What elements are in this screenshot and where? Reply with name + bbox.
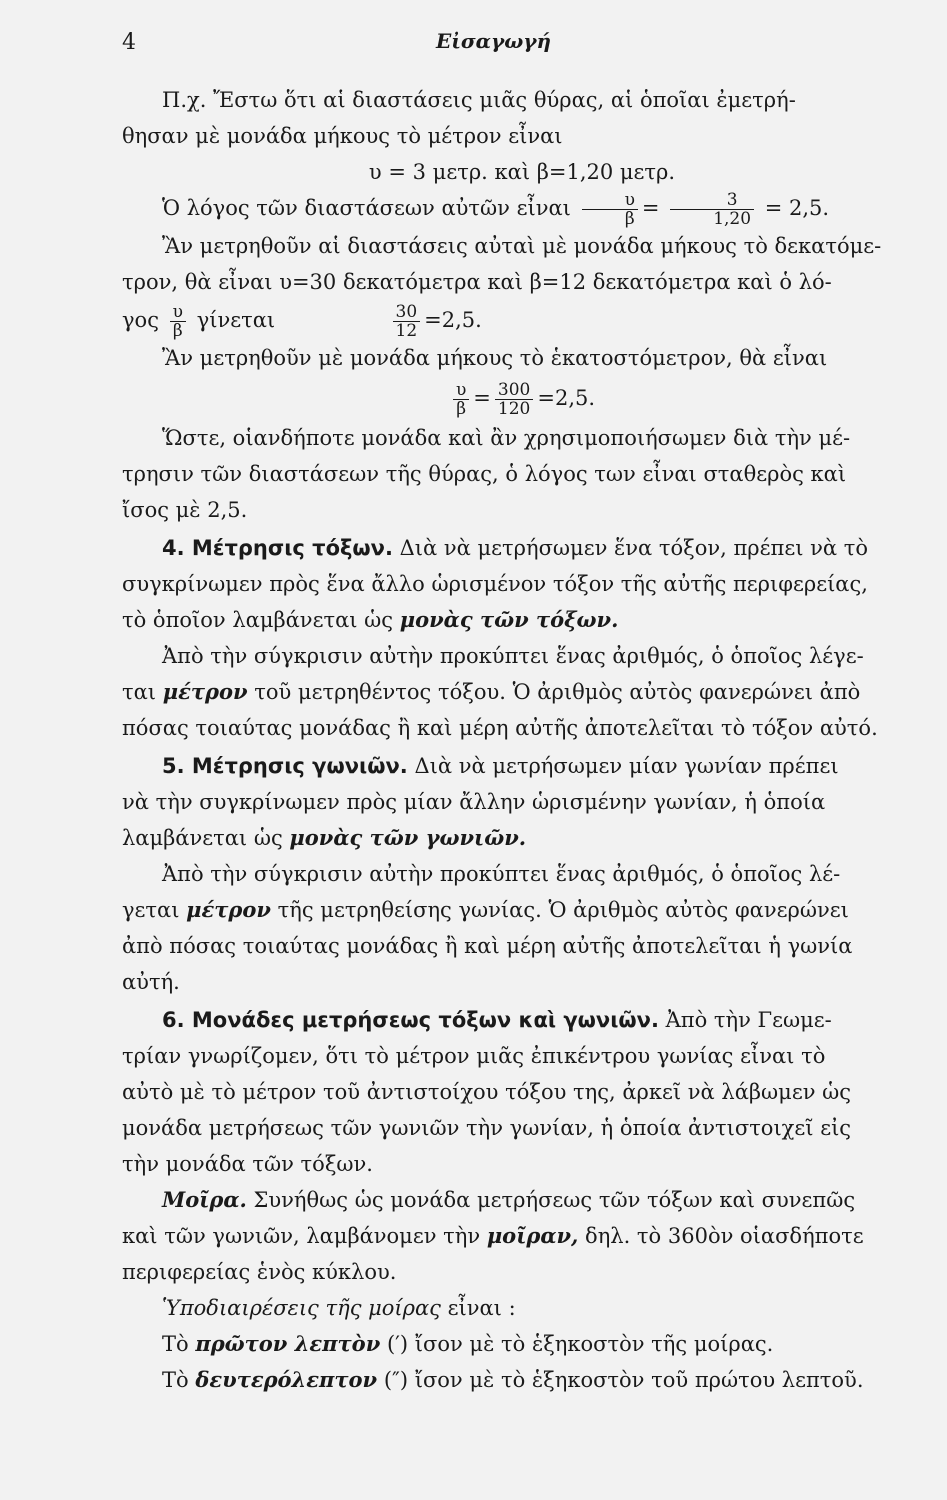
text-line: Ἀπὸ τὴν σύγκρισιν αὐτὴν προκύπτει ἕνας ἀριθμός, ὁ ὁποῖος λέ- [162, 862, 841, 886]
text-line: Π.χ. Ἔστω ὅτι αἱ διαστάσεις μιᾶς θύρας, αἱ ὁποῖαι ἐμετρή- [162, 88, 796, 112]
fraction: $\frac{\upsilon}{\beta}$ [170, 303, 186, 340]
fraction: $\frac{\upsilon}{\beta}$ [453, 381, 469, 418]
fraction: $\frac{3}{1,20}$ [670, 191, 754, 228]
ratio-line: $\frac{\upsilon}{\beta}$ = $\frac{300}{120}$ =2,5. [122, 376, 922, 420]
fraction: $\frac{300}{120}$ [495, 381, 533, 418]
section-heading: 5. Μέτρησις γωνιῶν. [162, 754, 408, 778]
section-heading: 4. Μέτρησις τόξων. [162, 536, 393, 560]
text-line: ται μέτρον τοῦ μετρηθέντος τόξου. Ὁ ἀριθμὸς αὐτὸς φανερώνει ἀπὸ [122, 679, 861, 704]
text-line: συγκρίνωμεν πρὸς ἕνα ἄλλο ὡρισμένον τόξον τῆς αὐτῆς περιφερείας, [122, 572, 868, 596]
text-line: Μοῖρα. Συνήθως ὡς μονάδα μετρήσεως τῶν τόξων καὶ συνεπῶς [162, 1187, 856, 1212]
key-term: μέτρον [186, 897, 271, 922]
ratio-line: Ὁ λόγος τῶν διαστάσεων αὐτῶν εἶναι $\frac{\upsilon}{\beta}$ = $\frac{3}{1,20}$ = 2,5. [162, 190, 830, 229]
formula-line: υ = 3 μετρ. καὶ β=1,20 μετρ. [368, 160, 676, 184]
fraction: $\frac{30}{12}$ [393, 303, 421, 340]
text-line: νὰ τὴν συγκρίνωμεν πρὸς μίαν ἄλλην ὡρισμένην γωνίαν, ἡ ὁποία [122, 790, 826, 814]
text-line: θησαν μὲ μονάδα μήκους τὸ μέτρον εἶναι [122, 124, 563, 148]
text-line: Ὑποδιαιρέσεις τῆς μοίρας εἶναι : [162, 1296, 516, 1320]
page-number: 4 [122, 30, 136, 55]
running-title: Εἰσαγωγή [435, 29, 552, 53]
text-line: λαμβάνεται ὡς μονὰς τῶν γωνιῶν. [122, 825, 527, 850]
text-line: τὴν μονάδα τῶν τόξων. [122, 1152, 373, 1176]
section-4: 4. Μέτρησις τόξων. Διὰ νὰ μετρήσωμεν ἕνα τόξον, πρέπει νὰ τὸ [162, 536, 868, 560]
key-term: Μοῖρα. [162, 1187, 247, 1212]
text-line: καὶ τῶν γωνιῶν, λαμβάνομεν τὴν μοῖραν, δηλ. τὸ 360ὸν οἱασδήποτε [122, 1223, 864, 1248]
key-term: δευτερόλεπτον [195, 1367, 378, 1392]
sub-heading: Ὑποδιαιρέσεις τῆς μοίρας [162, 1296, 441, 1320]
key-term: μονὰς τῶν γωνιῶν. [289, 825, 527, 850]
text-line: γεται μέτρον τῆς μετρηθείσης γωνίας. Ὁ ἀριθμὸς αὐτὸς φανερώνει [122, 897, 849, 922]
text-line: πόσας τοιαύτας μονάδας ἢ καὶ μέρη αὐτῆς ἀποτελεῖται τὸ τόξον αὐτό. [122, 716, 878, 740]
text-line: περιφερείας ἑνὸς κύκλου. [122, 1260, 397, 1284]
key-term: μέτρον [162, 679, 248, 704]
text-line: τρίαν γνωρίζομεν, ὅτι τὸ μέτρον μιᾶς ἐπικέντρου γωνίας εἶναι τὸ [122, 1044, 826, 1068]
section-heading: 6. Μονάδες μετρήσεως τόξων καὶ γωνιῶν. [162, 1008, 659, 1032]
section-6: 6. Μονάδες μετρήσεως τόξων καὶ γωνιῶν. Ἀπὸ τὴν Γεωμε- [162, 1008, 832, 1032]
section-5: 5. Μέτρησις γωνιῶν. Διὰ νὰ μετρήσωμεν μίαν γωνίαν πρέπει [162, 754, 839, 778]
text-line: τὸ ὁποῖον λαμβάνεται ὡς μονὰς τῶν τόξων. [122, 607, 619, 632]
text-line: τρησιν τῶν διαστάσεων τῆς θύρας, ὁ λόγος των εἶναι σταθερὸς καὶ [122, 462, 847, 486]
text-line: μονάδα μετρήσεως τῶν γωνιῶν τὴν γωνίαν, ἡ ὁποία ἀντιστοιχεῖ εἰς [122, 1116, 852, 1140]
text-line: Ἂν μετρηθοῦν μὲ μονάδα μήκους τὸ ἑκατοστόμετρον, θὰ εἶναι [162, 346, 828, 370]
page-body [122, 82, 922, 1398]
text-line: τρον, θὰ εἶναι υ=30 δεκατόμετρα καὶ β=12 δεκατόμετρα καὶ ὁ λό- [122, 270, 832, 294]
ratio-line: γος $\frac{\upsilon}{\beta}$ γίνεται $\frac{30}{12}$ =2,5. [122, 302, 482, 341]
text-line: Τὸ πρῶτον λεπτὸν (′) ἴσον μὲ τὸ ἑξηκοστὸν τῆς μοίρας. [162, 1331, 774, 1356]
key-term: πρῶτον λεπτὸν [195, 1331, 381, 1356]
text-line: Τὸ δευτερόλεπτον (″) ἴσον μὲ τὸ ἑξηκοστὸν τοῦ πρώτου λεπτοῦ. [162, 1367, 864, 1392]
text-line: Ἀπὸ τὴν σύγκρισιν αὐτὴν προκύπτει ἕνας ἀριθμός, ὁ ὁποῖος λέγε- [162, 644, 864, 668]
text-line: αὐτή. [122, 970, 180, 994]
text-line: ἀπὸ πόσας τοιαύτας μονάδας ἢ καὶ μέρη αὐτῆς ἀποτελεῖται ἡ γωνία [122, 934, 853, 958]
key-term: μονὰς τῶν τόξων. [399, 607, 619, 632]
text-line: αὐτὸ μὲ τὸ μέτρον τοῦ ἀντιστοίχου τόξου της, ἀρκεῖ νὰ λάβωμεν ὡς [122, 1080, 852, 1104]
text-line: Ἂν μετρηθοῦν αἱ διαστάσεις αὐταὶ μὲ μονάδα μήκους τὸ δεκατόμε- [162, 234, 882, 258]
fraction: $\frac{\upsilon}{\beta}$ [582, 191, 638, 228]
key-term: μοῖραν, [486, 1223, 579, 1248]
text-line: ἴσος μὲ 2,5. [122, 498, 248, 522]
text-line: Ὥστε, οἱανδήποτε μονάδα καὶ ἂν χρησιμοποιήσωμεν διὰ τὴν μέ- [162, 426, 851, 450]
